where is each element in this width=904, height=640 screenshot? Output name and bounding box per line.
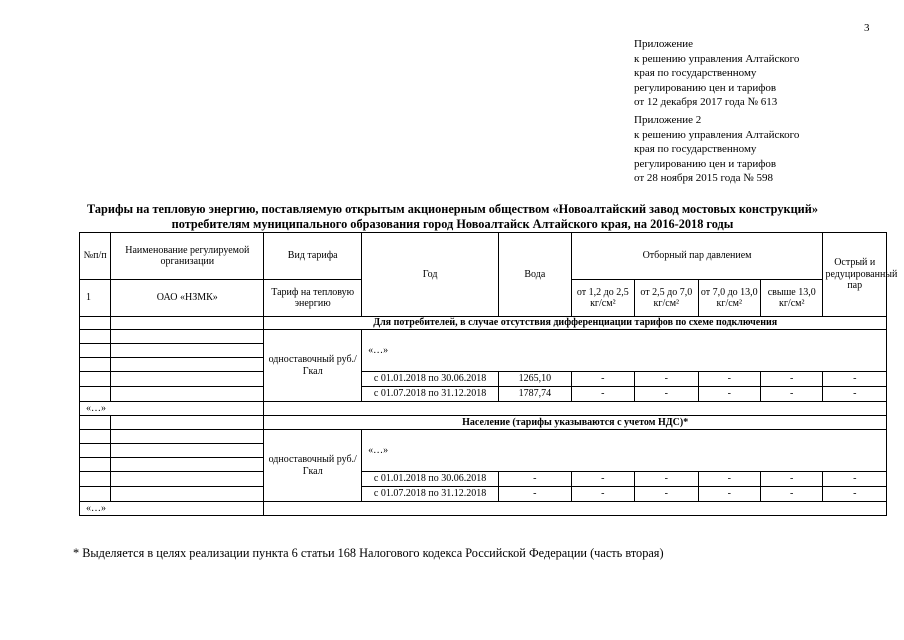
table-row [80, 387, 887, 402]
title-line-1: Тарифы на тепловую энергию, поставляемую открытым акционерным обществом «Новоалтайский завод мостовых конструкций» [87, 202, 818, 216]
period-cell: с 01.07.2018 по 31.12.2018 [362, 387, 499, 402]
steam-col-2: от 2,5 до 7,0 кг/см² [635, 280, 698, 317]
steam-cell: - [760, 472, 822, 487]
period-cell: с 01.01.2018 по 30.06.2018 [362, 472, 499, 487]
appendix-line: регулированию цен и тарифов [634, 157, 777, 170]
period-cell: с 01.07.2018 по 31.12.2018 [362, 487, 499, 502]
steam-cell: - [635, 487, 698, 502]
page-number: 3 [864, 22, 870, 34]
org-num: 1 [80, 280, 111, 317]
sharp-cell: - [823, 487, 887, 502]
header-steam: Отборный пар давлением [571, 233, 823, 280]
appendix-line: к решению управления Алтайского [634, 52, 800, 65]
appendix-line: от 12 декабря 2017 года № 613 [634, 96, 778, 108]
appendix-note-1 [634, 37, 799, 110]
appendix-line: края по государственному [634, 143, 757, 155]
header-org: Наименование регулируемой организации [111, 233, 264, 280]
appendix-line: к решению управления Алтайского [634, 128, 800, 141]
header-num: №п/п [80, 233, 111, 280]
title-line-2: потребителям муниципального образования город Новоалтайск Алтайского края, на 2016-2018 годы [171, 216, 734, 231]
water-cell: 1787,74 [499, 387, 572, 402]
tariff-table [79, 232, 898, 516]
header-tariff-type: Вид тарифа [264, 233, 362, 280]
header-row [80, 233, 887, 280]
footnote: * Выделяется в целях реализации пункта 6 статьи 168 Налогового кодекса Российской Федерации (часть вторая) [73, 546, 664, 560]
appendix-line: от 28 ноября 2015 года № 598 [634, 172, 773, 184]
steam-cell: - [698, 487, 760, 502]
appendix-note-2 [634, 113, 799, 186]
ellipsis-cell: «…» [362, 330, 887, 372]
steam-cell: - [760, 487, 822, 502]
appendix-line: Приложение 2 [634, 114, 702, 126]
table-row [80, 372, 887, 387]
header-year: Год [362, 233, 499, 317]
header-water: Вода [499, 233, 572, 317]
ellipsis-row [80, 402, 887, 416]
sharp-cell: - [823, 472, 887, 487]
table-row [80, 472, 887, 487]
steam-cell: - [635, 372, 698, 387]
steam-col-3: от 7,0 до 13,0 кг/см² [698, 280, 760, 317]
steam-cell: - [571, 487, 634, 502]
ellipsis-cell: «…» [80, 402, 264, 416]
appendix-line: края по государственному [634, 67, 757, 79]
section-2-title: Население (тарифы указываются с учетом НДС)* [264, 416, 887, 430]
tariff-label: одноставочный руб./Гкал [264, 330, 362, 402]
steam-cell: - [571, 387, 634, 402]
section-1-title: Для потребителей, в случае отсутствия дифференциации тарифов по схеме подключения [264, 317, 887, 330]
section-row [80, 317, 887, 330]
steam-cell: - [571, 472, 634, 487]
section-row [80, 416, 887, 430]
water-cell: - [499, 487, 572, 502]
water-cell: - [499, 472, 572, 487]
steam-cell: - [635, 387, 698, 402]
table-row [80, 487, 887, 502]
ellipsis-cell: «…» [80, 502, 264, 516]
steam-col-4: свыше 13,0 кг/см² [760, 280, 822, 317]
tariff-label: одноставочный руб./Гкал [264, 430, 362, 502]
org-name: ОАО «НЗМК» [111, 280, 264, 317]
steam-cell: - [760, 387, 822, 402]
steam-cell: - [571, 372, 634, 387]
ellipsis-row [80, 502, 887, 516]
steam-cell: - [698, 472, 760, 487]
appendix-line: регулированию цен и тарифов [634, 81, 777, 94]
sharp-cell: - [823, 372, 887, 387]
steam-cell: - [698, 387, 760, 402]
water-cell: 1265,10 [499, 372, 572, 387]
steam-cell: - [698, 372, 760, 387]
steam-cell: - [760, 372, 822, 387]
org-tariff: Тариф на тепловую энергию [264, 280, 362, 317]
document-title [80, 202, 825, 231]
header-sharp-steam: Острый и редуцированный пар [823, 233, 887, 317]
ellipsis-cell: «…» [362, 430, 887, 472]
period-cell: с 01.01.2018 по 30.06.2018 [362, 372, 499, 387]
steam-col-1: от 1,2 до 2,5 кг/см² [571, 280, 634, 317]
sharp-cell: - [823, 387, 887, 402]
steam-cell: - [635, 472, 698, 487]
appendix-line: Приложение [634, 38, 694, 50]
